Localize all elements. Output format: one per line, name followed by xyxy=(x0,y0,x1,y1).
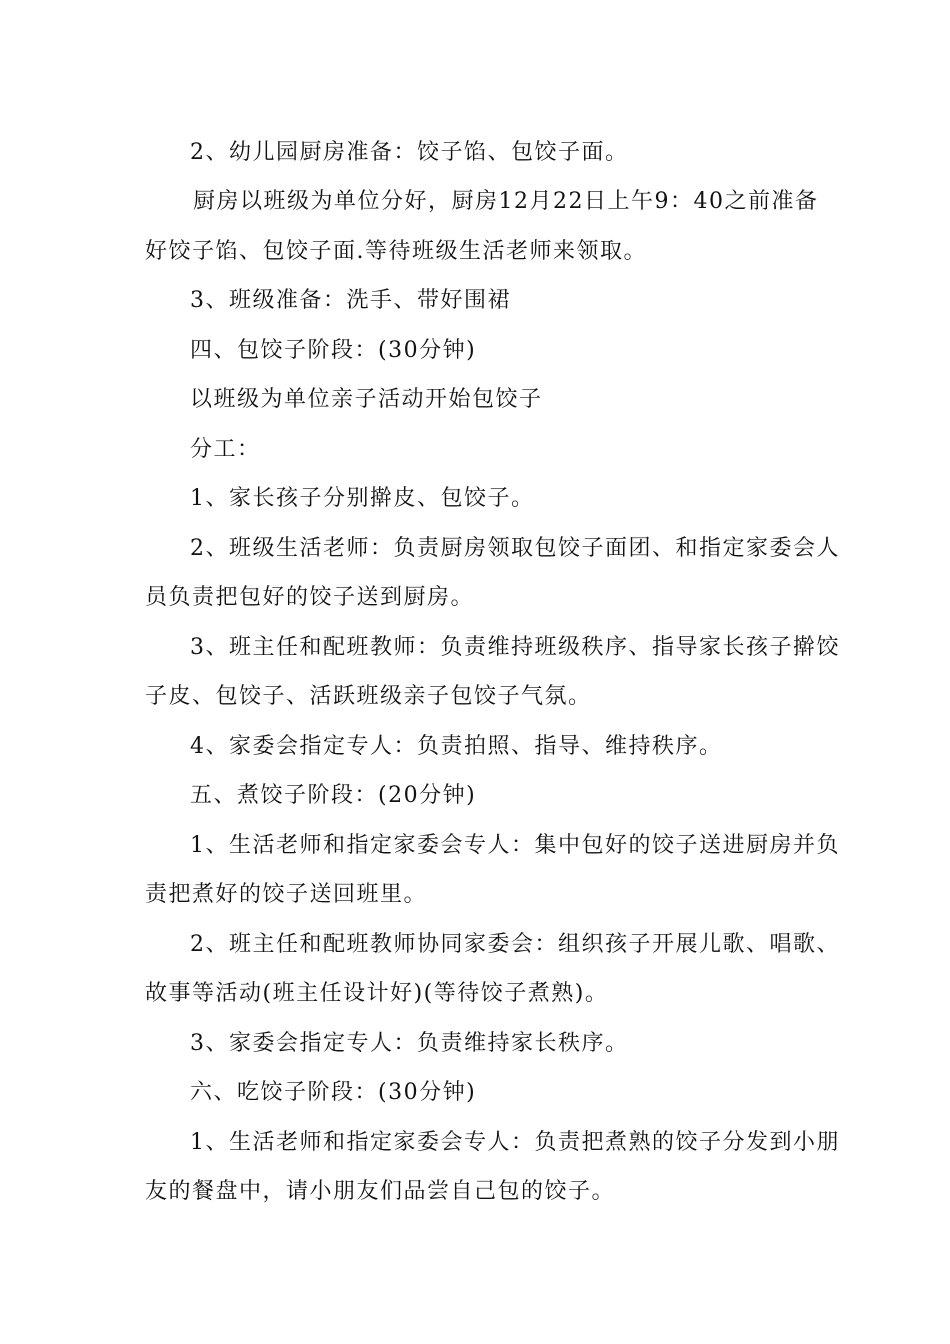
paragraph-line: 4、家委会指定专人：负责拍照、指导、维持秩序。 xyxy=(190,734,723,759)
paragraph-line: 1、生活老师和指定家委会专人：负责把煮熟的饺子分发到小朋 xyxy=(190,1130,840,1155)
paragraph-line: 分工： xyxy=(190,437,261,462)
section-heading: 四、包饺子阶段：(30分钟) xyxy=(190,338,477,363)
paragraph-line: 责把煮好的饺子送回班里。 xyxy=(145,882,428,907)
paragraph-line: 1、生活老师和指定家委会专人：集中包好的饺子送进厨房并负 xyxy=(190,833,840,858)
paragraph-line: 3、班主任和配班教师：负责维持班级秩序、指导家长孩子擀饺 xyxy=(190,635,840,660)
paragraph-line: 2、班主任和配班教师协同家委会：组织孩子开展儿歌、唱歌、 xyxy=(190,932,840,957)
paragraph-line: 友的餐盘中，请小朋友们品尝自己包的饺子。 xyxy=(145,1179,616,1204)
paragraph-line: 以班级为单位亲子活动开始包饺子 xyxy=(190,387,543,412)
paragraph-line: 2、幼儿园厨房准备：饺子馅、包饺子面。 xyxy=(190,140,629,165)
paragraph-line: 2、班级生活老师：负责厨房领取包饺子面团、和指定家委会人 xyxy=(190,536,840,561)
paragraph-line: 子皮、包饺子、活跃班级亲子包饺子气氛。 xyxy=(145,684,592,709)
paragraph-line: 3、家委会指定专人：负责维持家长秩序。 xyxy=(190,1031,629,1056)
paragraph-line: 厨房以班级为单位分好，厨房12月22日上午9：40之前准备 xyxy=(193,189,819,214)
paragraph-line: 好饺子馅、包饺子面.等待班级生活老师来领取。 xyxy=(145,239,647,264)
paragraph-line: 1、家长孩子分别擀皮、包饺子。 xyxy=(190,486,535,511)
paragraph-line: 3、班级准备：洗手、带好围裙 xyxy=(190,288,511,313)
section-heading: 五、煮饺子阶段：(20分钟) xyxy=(190,783,477,808)
section-heading: 六、吃饺子阶段：(30分钟) xyxy=(190,1080,477,1105)
paragraph-line: 故事等活动(班主任设计好)(等待饺子煮熟)。 xyxy=(145,981,609,1006)
paragraph-line: 员负责把包好的饺子送到厨房。 xyxy=(145,585,475,610)
